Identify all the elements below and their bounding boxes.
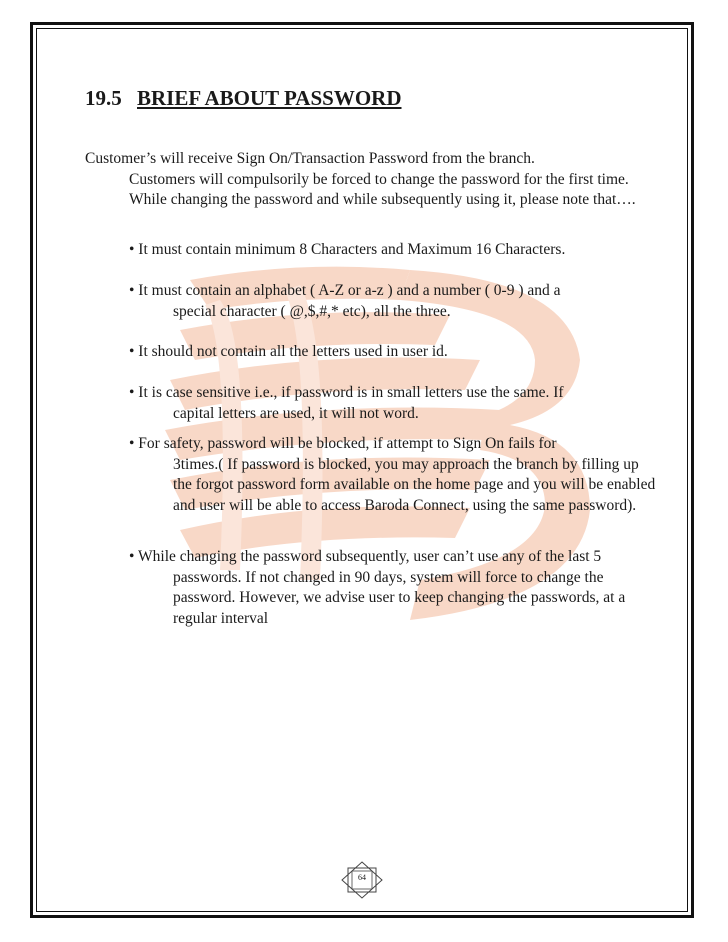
bullet-text: • It should not contain all the letters used in user id. xyxy=(129,343,448,360)
intro-first-line: Customer’s will receive Sign On/Transaction Password from the branch. xyxy=(85,150,535,167)
section-heading xyxy=(85,86,402,111)
bullet-item-4 xyxy=(129,383,659,424)
bullet-item-6 xyxy=(129,547,659,629)
intro-paragraph: Customers will compulsorily be forced to change the password for the first time. While changing the password and while subsequently using it, please note that…. xyxy=(129,170,636,208)
bullet-continuation: capital letters are used, it will not word. xyxy=(173,404,419,422)
bullet-item-5 xyxy=(129,434,659,516)
bullet-continuation: passwords. If not changed in 90 days, system will force to change the password. However, we advise user to keep changing the passwords, at a regular interval xyxy=(173,568,626,627)
bullet-continuation: special character ( @,$,#,* etc), all the three. xyxy=(173,302,451,320)
bullet-text: • It must contain an alphabet ( A-Z or a-z ) and a number ( 0-9 ) and a xyxy=(129,282,561,299)
section-number: 19.5 xyxy=(85,86,122,110)
bullet-item-1 xyxy=(129,240,659,261)
bullet-text: • While changing the password subsequently, user can’t use any of the last 5 xyxy=(129,548,602,565)
bullet-text: • It is case sensitive i.e., if password is in small letters use the same. If xyxy=(129,384,564,401)
section-title: BRIEF ABOUT PASSWORD xyxy=(137,86,402,110)
bullet-text: • For safety, password will be blocked, if attempt to Sign On fails for xyxy=(129,435,557,452)
bullet-text: • It must contain minimum 8 Characters and Maximum 16 Characters. xyxy=(129,241,566,258)
bullet-item-3 xyxy=(129,342,659,363)
page-number: 64 xyxy=(358,873,366,882)
bullet-item-2 xyxy=(129,281,659,322)
bullet-continuation: 3times.( If password is blocked, you may approach the branch by filling up the forgot password form available on the home page and you will be enabled and user will be able to access Baroda Connect, using the same password). xyxy=(173,455,656,514)
